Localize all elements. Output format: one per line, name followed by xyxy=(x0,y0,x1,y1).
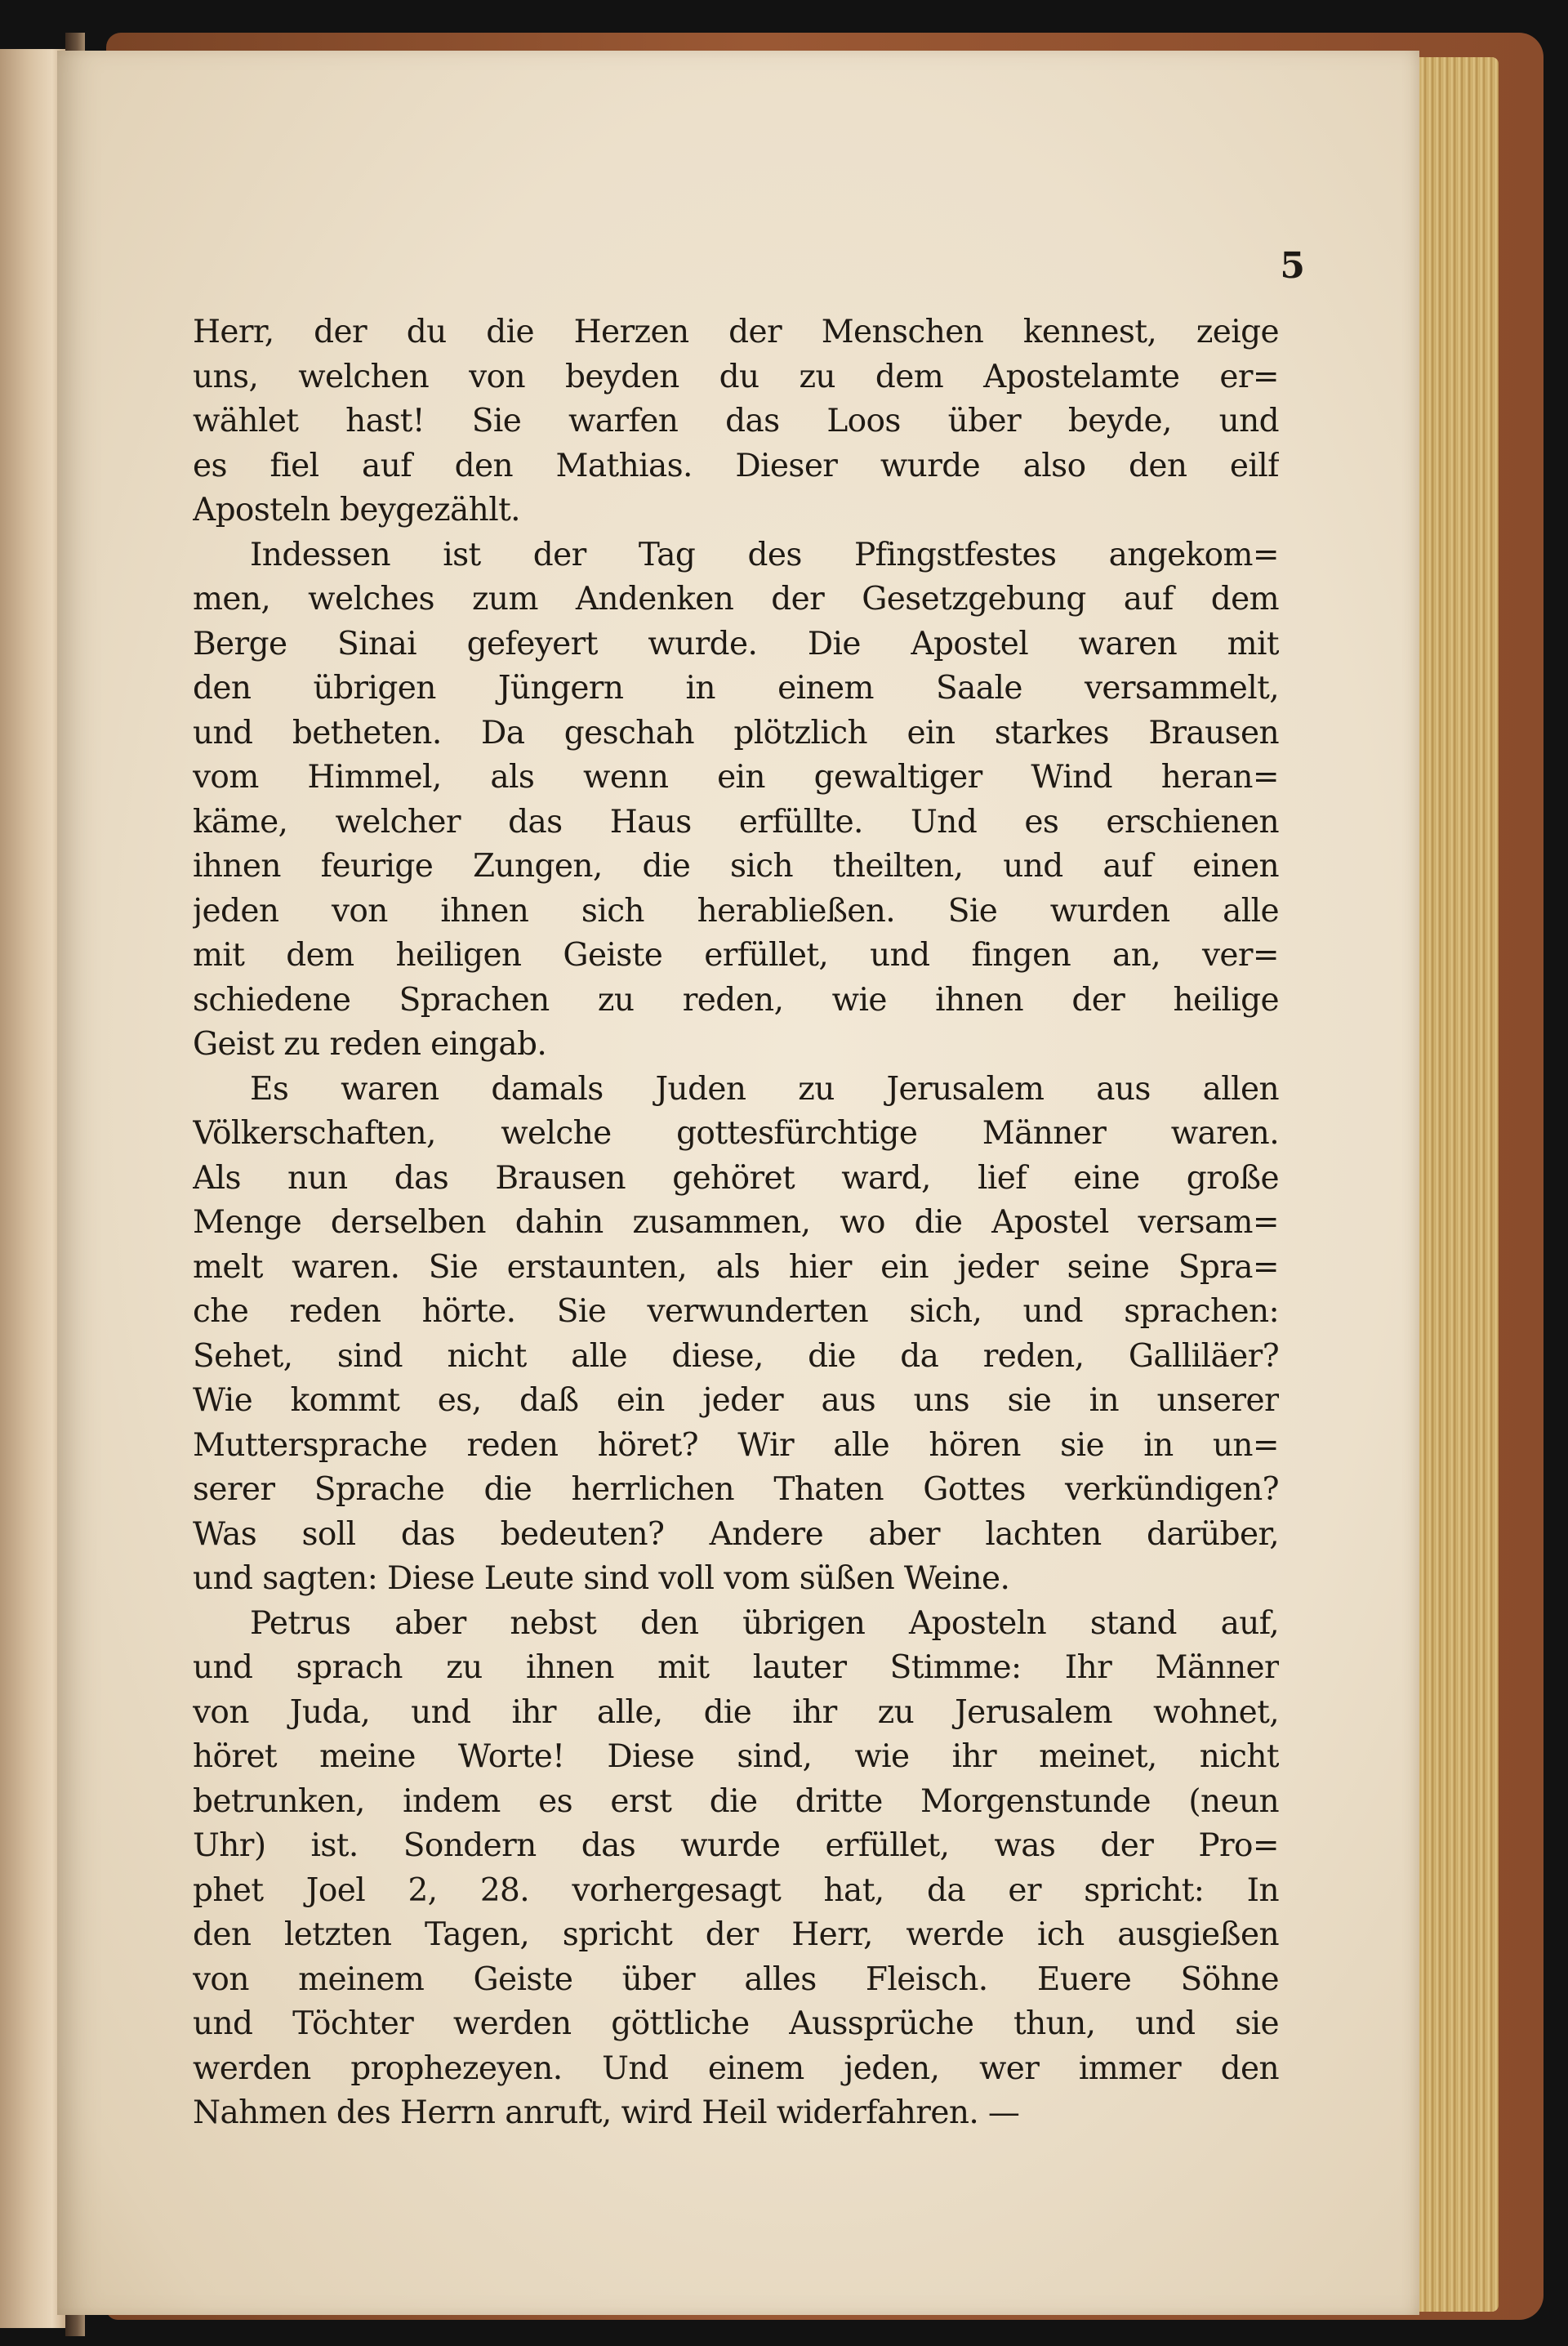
page-text-block xyxy=(193,310,1279,2136)
text-line: vom Himmel, als wenn ein gewaltiger Wind heran= xyxy=(193,759,1279,796)
text-line: serer Sprache die herrlichen Thaten Gottes verkündigen? xyxy=(193,1471,1279,1508)
text-line: mit dem heiligen Geiste erfüllet, und fingen an, ver= xyxy=(193,937,1279,974)
text-line: von Juda, und ihr alle, die ihr zu Jerusalem wohnet, xyxy=(193,1693,1279,1731)
text-line: men, welches zum Andenken der Gesetzgebung auf dem xyxy=(193,581,1279,618)
text-line: Sehet, sind nicht alle diese, die da reden, Galliläer? xyxy=(193,1337,1279,1375)
text-line: von meinem Geiste über alles Fleisch. Euere Söhne xyxy=(193,1960,1279,1998)
text-line: Uhr) ist. Sondern das wurde erfüllet, was der Pro= xyxy=(193,1827,1279,1864)
page-number: 5 xyxy=(1280,245,1305,287)
text-line: betrunken, indem es erst die dritte Morgenstunde (neun xyxy=(193,1782,1279,1820)
text-line: werden prophezeyen. Und einem jeden, wer immer den xyxy=(193,2049,1279,2087)
text-line: Als nun das Brausen gehöret ward, lief eine große xyxy=(193,1159,1279,1197)
text-line: käme, welcher das Haus erfüllte. Und es erschienen xyxy=(193,803,1279,841)
text-line: wählet hast! Sie warfen das Loos über beyde, und xyxy=(193,403,1279,439)
text-line: und Töchter werden göttliche Aussprüche thun, und sie xyxy=(193,2005,1279,2042)
text-line: Petrus aber nebst den übrigen Aposteln stand auf, xyxy=(250,1604,1279,1642)
text-line: schiedene Sprachen zu reden, wie ihnen der heilige xyxy=(193,981,1279,1019)
text-line: jeden von ihnen sich herabließen. Sie wurden alle xyxy=(193,892,1279,930)
text-line: Wie kommt es, daß ein jeder aus uns sie in unserer xyxy=(193,1382,1279,1419)
text-line: Nahmen des Herrn anruft, wird Heil widerfahren. — xyxy=(193,2094,1020,2131)
text-line: che reden hörte. Sie verwunderten sich, und sprachen: xyxy=(193,1293,1279,1330)
text-line: Aposteln beygezählt. xyxy=(193,492,520,529)
text-line: ihnen feurige Zungen, die sich theilten, und auf einen xyxy=(193,848,1279,885)
text-line: Völkerschaften, welche gottesfürchtige Männer waren. xyxy=(193,1115,1279,1152)
text-line: es fiel auf den Mathias. Dieser wurde also den eilf xyxy=(193,447,1279,484)
text-line: Muttersprache reden höret? Wir alle hören sie in un= xyxy=(193,1426,1279,1464)
text-line: Menge derselben dahin zusammen, wo die Apostel versam= xyxy=(193,1204,1279,1241)
text-line: Geist zu reden eingab. xyxy=(193,1026,547,1063)
text-line: uns, welchen von beyden du zu dem Apostelamte er= xyxy=(193,358,1279,395)
text-line: melt waren. Sie erstaunten, als hier ein jeder seine Spra= xyxy=(193,1248,1279,1286)
text-line: Indessen ist der Tag des Pfingstfestes angekom= xyxy=(250,536,1279,573)
text-line: den übrigen Jüngern in einem Saale versammelt, xyxy=(193,670,1279,707)
text-line: den letzten Tagen, spricht der Herr, werde ich ausgießen xyxy=(193,1916,1279,1953)
gilt-page-edges xyxy=(1413,57,1499,2312)
text-line: phet Joel 2, 28. vorhergesagt hat, da er spricht: In xyxy=(193,1871,1279,1909)
text-line: höret meine Worte! Diese sind, wie ihr meinet, nicht xyxy=(193,1738,1279,1775)
text-line: und sagten: Diese Leute sind voll vom süßen Weine. xyxy=(193,1560,1010,1597)
text-line: und sprach zu ihnen mit lauter Stimme: Ihr Männer xyxy=(193,1649,1279,1686)
facing-page-edge xyxy=(0,49,65,2328)
text-line: Herr, der du die Herzen der Menschen kennest, zeige xyxy=(193,314,1279,350)
book-page xyxy=(57,51,1419,2315)
text-line: und betheten. Da geschah plötzlich ein starkes Brausen xyxy=(193,714,1279,752)
text-line: Was soll das bedeuten? Andere aber lachten darüber, xyxy=(193,1515,1279,1553)
text-line: Es waren damals Juden zu Jerusalem aus allen xyxy=(250,1070,1279,1108)
text-line: Berge Sinai gefeyert wurde. Die Apostel waren mit xyxy=(193,625,1279,662)
